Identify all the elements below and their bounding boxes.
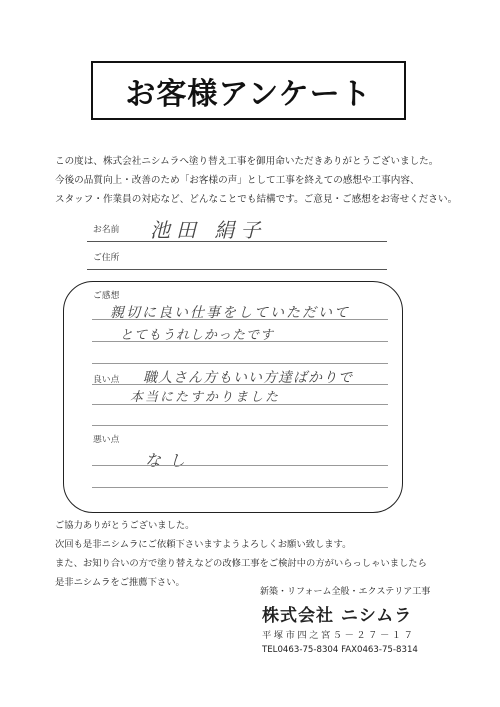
footer-text [55, 516, 475, 592]
title-box [91, 61, 406, 120]
ruled-line [92, 363, 388, 364]
footer-line: 次回も是非ニシムラにご依頼下さいますようよろしくお願い致します。 [55, 539, 352, 550]
footer-line: また、お知り合いの方で塗り替えなどの改修工事をご検討中の方がいらっしゃいましたら [55, 558, 427, 569]
good-points-line: 本当にたすかりました [130, 390, 281, 405]
good-points-label: 良い点 [93, 375, 120, 385]
page-title: お客様アンケート [125, 76, 372, 112]
footer-line: ご協力ありがとうございました。 [55, 520, 195, 531]
impressions-label: ご感想 [93, 291, 120, 301]
address-label: ご住所 [93, 253, 120, 263]
intro-line: この度は、株式会社ニシムラへ塗り替え工事を御用命いただきありがとうございました。 [55, 156, 439, 167]
impressions-line: 親切に良い仕事をしていただいて [110, 305, 350, 321]
ruled-line [92, 384, 388, 385]
name-underline [87, 241, 387, 242]
ruled-line [92, 341, 388, 342]
intro-line: スタッフ・作業員の対応など、どんなことでも結構です。ご意見・ご感想をお寄せください。 [55, 194, 458, 205]
ruled-line [92, 319, 388, 320]
company-services: 新築・リフォーム全般・エクステリア工事 [260, 587, 431, 597]
name-label: お名前 [93, 225, 120, 235]
company-name: 株式会社 ニシムラ [262, 606, 413, 626]
name-value: 池田 絹子 [150, 218, 267, 242]
impressions-line: とてもうれしかったです [120, 328, 275, 343]
footer-line: 是非ニシムラをご推薦下さい。 [55, 577, 185, 588]
ruled-line [92, 465, 388, 466]
good-points-line: 職人さん方もいい方達ばかりで [143, 370, 353, 386]
bad-points-label: 悪い点 [93, 435, 120, 445]
bad-points-line: なし [145, 451, 194, 470]
ruled-line [92, 425, 388, 426]
address-underline [87, 269, 387, 270]
intro-text [55, 152, 458, 209]
ruled-line [92, 487, 388, 488]
intro-line: 今後の品質向上・改善のため「お客様の声」として工事を終えての感想や工事内容、 [55, 175, 420, 186]
company-address: 平塚市四之宮５－２７－１７ [262, 630, 416, 641]
ruled-line [92, 404, 388, 405]
company-contact: TEL0463-75-8304 FAX0463-75-8314 [262, 645, 418, 655]
